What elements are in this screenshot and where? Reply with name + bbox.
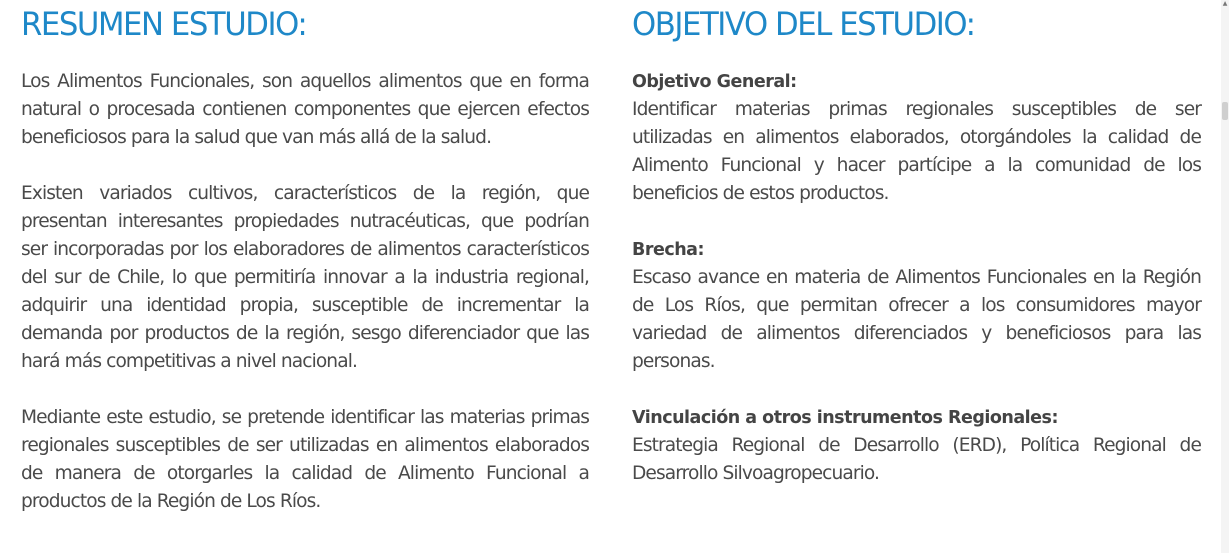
resumen-heading: RESUMEN ESTUDIO: bbox=[21, 5, 307, 43]
resumen-paragraph-2: Existen variados cultivos, característicos de la región, que presentan interesantes propiedades nutracéuticas, que podrían ser incorporadas por los elaboradores de alimentos característicos del sur de Chile, lo que permitiría innovar a la industria regional, adquirir una identidad propia, susceptible de incrementar la demanda por productos de la región, sesgo diferenciador que las hará más competitivas a nivel nacional. bbox=[21, 183, 589, 372]
objetivo-column bbox=[632, 0, 1201, 488]
vertical-scrollbar[interactable] bbox=[1221, 0, 1229, 553]
resumen-column bbox=[21, 0, 589, 516]
objetivo-general-body: Identificar materias primas regionales susceptibles de ser utilizadas en alimentos elaborados, otorgándoles la calidad de Alimento Funcional y hacer partícipe a la comunidad de los beneficios de estos productos. bbox=[632, 99, 1201, 204]
brecha-body: Escaso avance en materia de Alimentos Funcionales en la Región de Los Ríos, que permitan ofrecer a los consumidores mayor variedad de alimentos diferenciados y beneficiosos para las personas. bbox=[632, 267, 1201, 372]
vinculacion-section bbox=[632, 404, 1201, 488]
brecha-title: Brecha: bbox=[632, 240, 704, 260]
objetivo-general-section bbox=[632, 68, 1201, 208]
chevron-up-icon[interactable]: ▲ bbox=[1222, 0, 1228, 7]
resumen-paragraph-1: Los Alimentos Funcionales, son aquellos alimentos que en forma natural o procesada contienen componentes que ejercen efectos beneficiosos para la salud que van más allá de la salud. bbox=[21, 71, 589, 148]
resumen-paragraph-3: Mediante este estudio, se pretende identificar las materias primas regionales susceptibles de ser utilizadas en alimentos elaborados de manera de otorgarles la calidad de Alimento Funcional a productos de la Región de Los Ríos. bbox=[21, 407, 589, 512]
vinculacion-title: Vinculación a otros instrumentos Regionales: bbox=[632, 408, 1058, 428]
vinculacion-body: Estrategia Regional de Desarrollo (ERD), Política Regional de Desarrollo Silvoagropecuario. bbox=[632, 435, 1201, 484]
objetivo-general-title: Objetivo General: bbox=[632, 72, 797, 92]
objetivo-heading: OBJETIVO DEL ESTUDIO: bbox=[632, 5, 975, 43]
brecha-section bbox=[632, 236, 1201, 376]
scrollbar-thumb[interactable] bbox=[1222, 102, 1228, 120]
